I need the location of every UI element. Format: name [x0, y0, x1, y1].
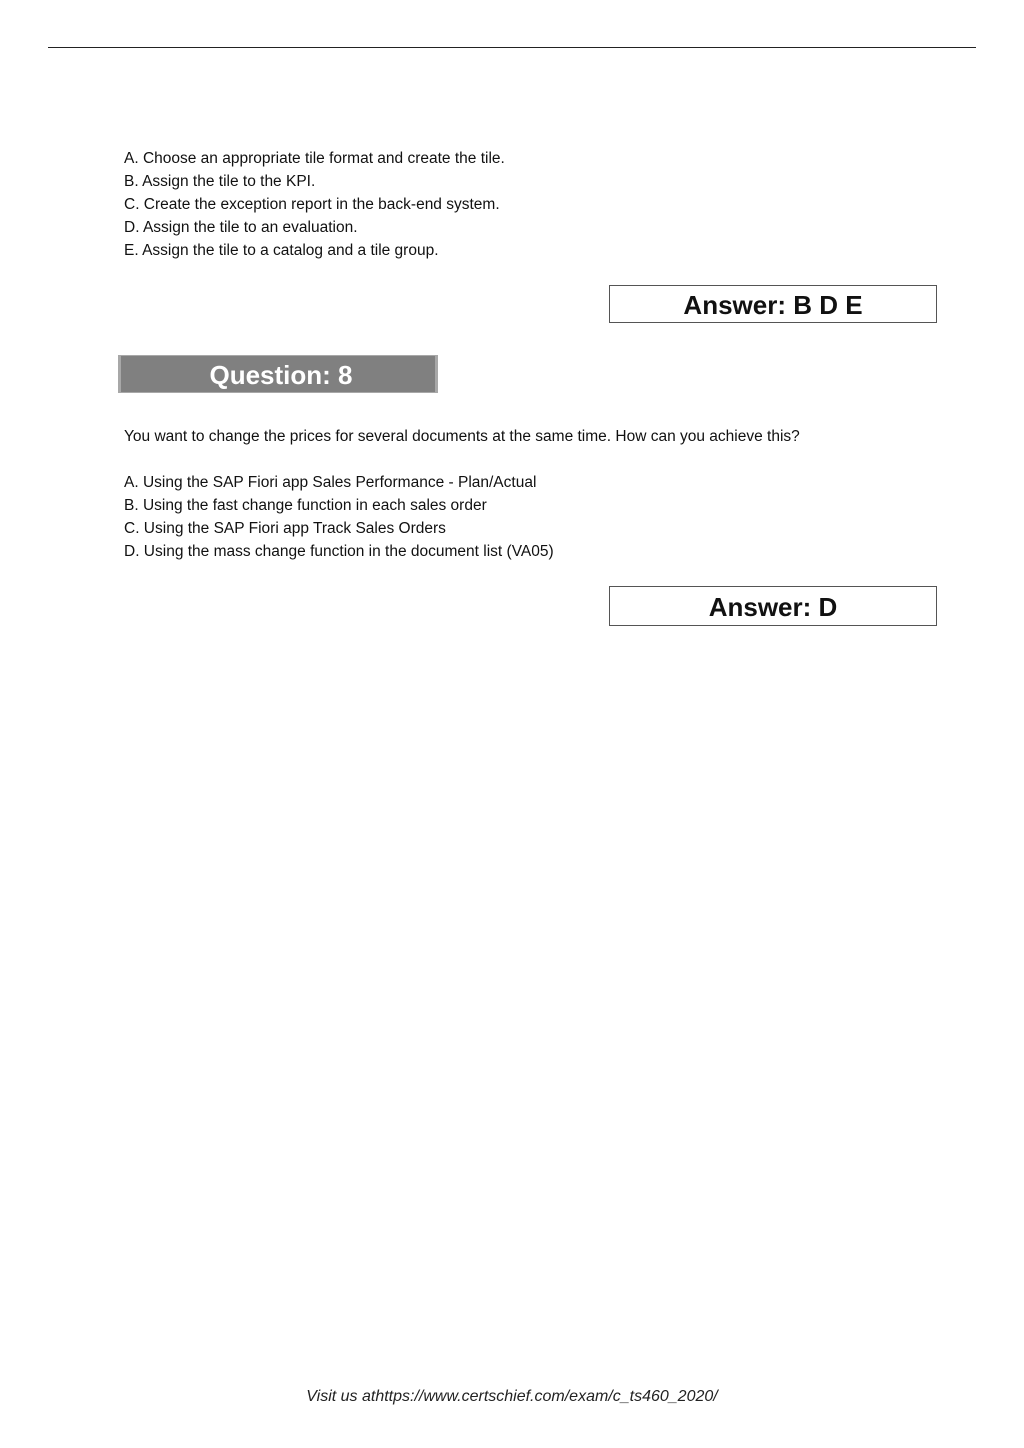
question-stem: You want to change the prices for several documents at the same time. How can you achieve this? — [124, 428, 800, 445]
option-c: C. Using the SAP Fiori app Track Sales Orders — [124, 520, 446, 537]
question-heading: Question: 8 — [209, 360, 353, 390]
question-8-answer-box: Answer: D — [609, 586, 937, 626]
footer-link[interactable]: Visit us athttps://www.certschief.com/exam/c_ts460_2020/ — [306, 1388, 718, 1405]
option-b: B. Using the fast change function in each sales order — [124, 497, 487, 514]
previous-answer-box: Answer: B D E — [609, 285, 937, 323]
previous-question-options — [124, 147, 505, 262]
option-c: C. Create the exception report in the back-end system. — [124, 196, 500, 213]
header-rule — [48, 47, 976, 48]
question-heading-banner — [118, 355, 438, 393]
question-8-options — [124, 471, 554, 563]
option-e: E. Assign the tile to a catalog and a tile group. — [124, 242, 439, 259]
option-a: A. Choose an appropriate tile format and create the tile. — [124, 150, 505, 167]
option-b: B. Assign the tile to the KPI. — [124, 173, 316, 190]
option-d: D. Assign the tile to an evaluation. — [124, 219, 358, 236]
option-a: A. Using the SAP Fiori app Sales Performance - Plan/Actual — [124, 474, 537, 491]
option-d: D. Using the mass change function in the document list (VA05) — [124, 543, 554, 560]
